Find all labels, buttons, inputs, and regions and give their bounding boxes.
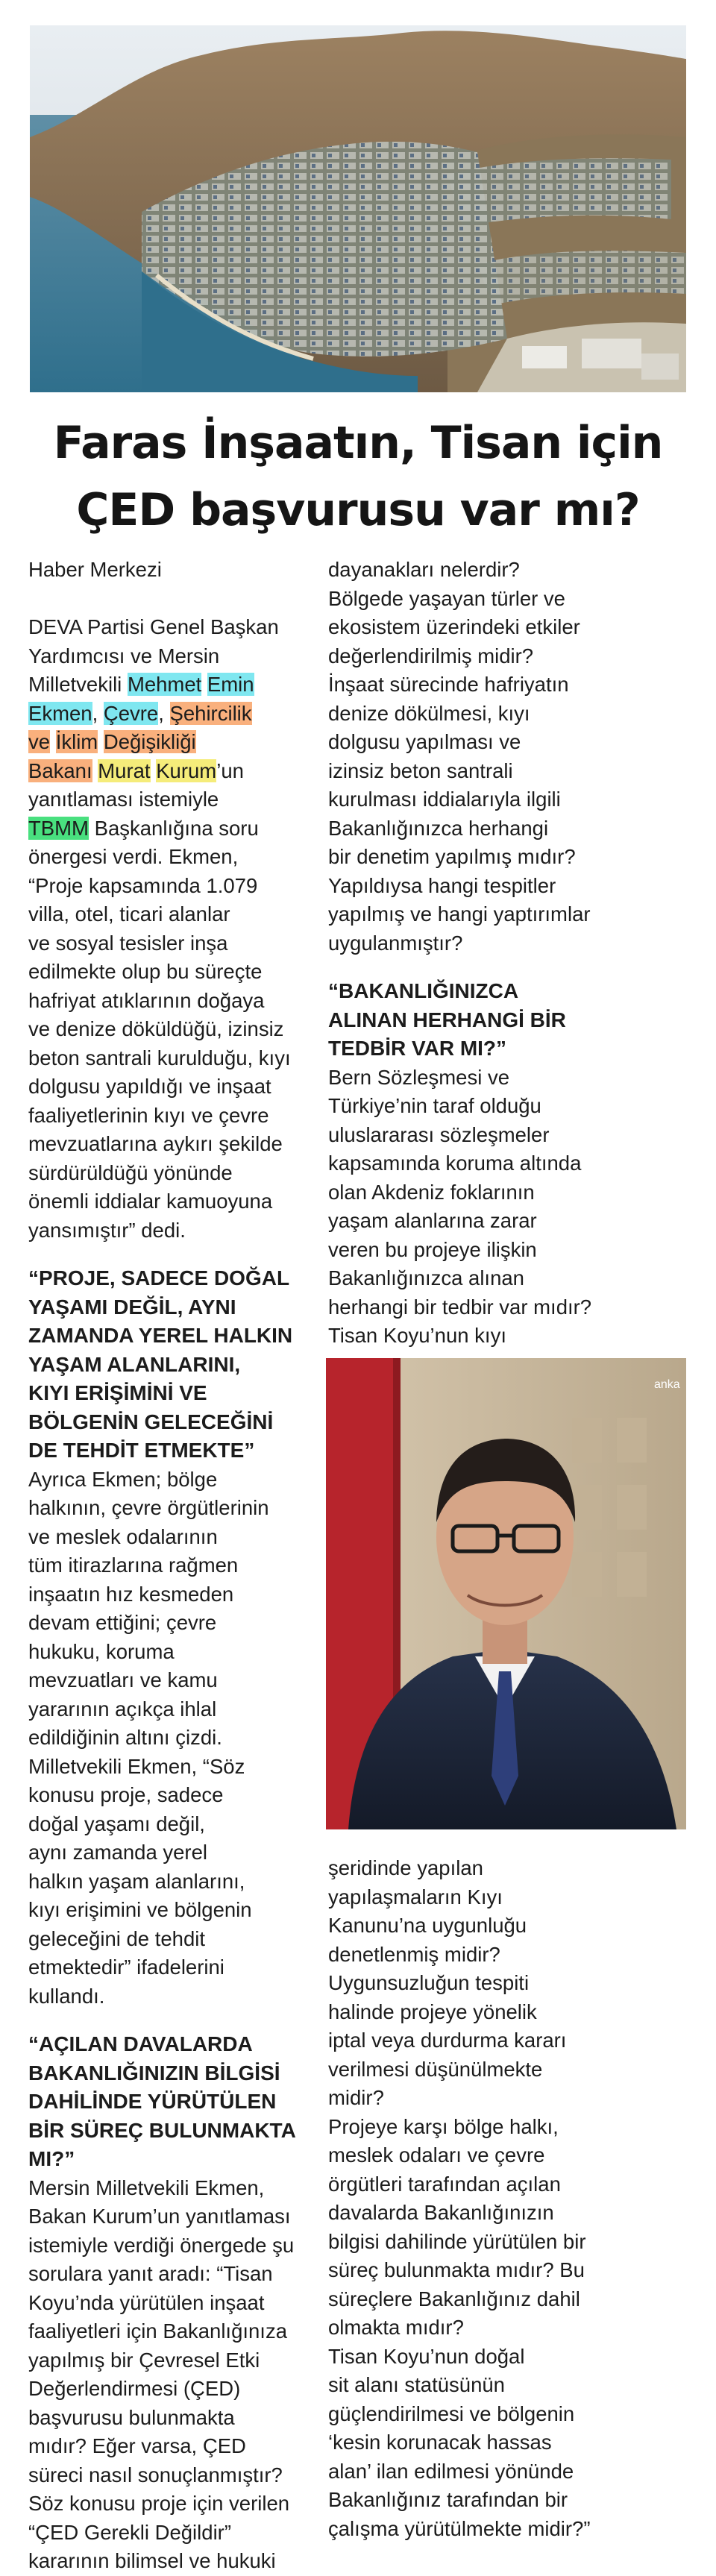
text-line: Ayrıca Ekmen; bölge [28,1467,218,1491]
text-fragment: ’un [216,758,244,782]
text-line: geleceğini de tehdit [28,1926,205,1950]
text-fragment: Milletvekili [28,673,128,696]
text-line: yaşam alanlarına zarar [328,1209,537,1232]
text-line: yansımıştır” dedi. [28,1218,186,1242]
text-fragment: , [92,701,104,725]
aerial-coast-illustration [30,25,686,392]
text-line: denize dökülmesi, kıyı [328,701,530,725]
text-fragment [98,730,104,753]
text-line: kullandı. [28,1984,105,2008]
text-line: Söz konusu proje için verilen [28,2492,290,2515]
subheading-line: DAHİLİNDE YÜRÜTÜLEN [28,2090,277,2113]
text-line: Yardımcısı ve Mersin [28,644,220,667]
highlighted-text: Ekmen [28,701,92,725]
text-line: halkın yaşam alanlarını, [28,1869,245,1893]
text-line: kararının bilimsel ve hukuki [28,2549,276,2572]
text-line: yararının açıkça ihlal [28,1697,217,1721]
text-line: tüm itirazlarına rağmen [28,1554,239,1577]
paragraph-gap [328,958,591,977]
text-line: değerlendirilmiş midir? [328,644,534,667]
text-line: dolgusu yapıldığı ve inşaat [28,1075,271,1098]
text-line: veren bu projeye ilişkin [328,1237,537,1261]
text-line: örgütleri tarafından açılan [328,2172,561,2196]
highlighted-text: ve [28,730,51,753]
subheading-line: “BAKANLIĞINIZCA [328,979,519,1002]
text-line: Bakan Kurum’un yanıtlaması [28,2205,291,2228]
text-line: davalarda Bakanlığınızın [328,2201,554,2224]
text-line: Değerlendirmesi (ÇED) [28,2377,241,2400]
text-line: sürdürüldüğü yönünde [28,1160,233,1184]
text-line: olmakta mıdır? [328,2316,464,2339]
subheading-line: ALINAN HERHANGİ BİR [328,1008,566,1031]
photo-credit: anka [654,1378,680,1391]
text-line: izinsiz beton santrali [328,758,513,782]
text-line: uluslararası sözleşmeler [328,1122,550,1146]
paragraph-gap [28,2011,296,2030]
text-line: iptal veya durdurma kararı [328,2029,567,2052]
highlighted-text: Kurum [156,758,217,782]
text-line: mevzuatlarına aykırı şekilde [28,1132,283,1155]
text-line: Bakanlığınızca alınan [328,1266,524,1289]
subheading-line: KIYI ERİŞİMİNİ VE [28,1381,207,1404]
text-line: Bern Sözleşmesi ve [328,1065,510,1089]
subheading-line: BÖLGENİN GELECEĞİNİ [28,1410,274,1433]
text-line: faaliyetleri için Bakanlığınıza [28,2319,287,2343]
text-line: yapılmış ve hangi yaptırımlar [328,902,591,926]
subheading-line: BAKANLIĞINIZIN BİLGİSİ [28,2061,280,2085]
highlighted-text: Bakanı [28,758,92,782]
text-line [28,814,296,844]
subheading-line: YAŞAMI DEĞİL, AYNI [28,1295,236,1319]
text-line: meslek odaları ve çevre [328,2143,545,2167]
text-line: doğal yaşamı değil, [28,1812,205,1835]
text-line: etmektedir” ifadelerini [28,1955,224,1979]
hero-image [30,25,686,392]
text-line: süreç bulunmakta mıdır? Bu [328,2258,585,2281]
text-line: hafriyat atıklarının doğaya [28,988,265,1012]
highlighted-text: Şehircilik [169,701,252,725]
text-line: Uygunsuzluğun tespiti [328,1971,530,1994]
text-line: ekosistem üzerindeki etkiler [328,615,580,638]
text-line: şeridinde yapılan [328,1856,483,1879]
text-line: edilmekte olup bu süreçte [28,960,263,983]
text-line: süreçlere Bakanlığınız dahil [328,2287,580,2310]
text-line: önergesi verdi. Ekmen, [28,845,239,868]
highlighted-text: TBMM [28,816,89,840]
highlighted-text: İklim [55,730,98,753]
text-line: villa, otel, ticari alanlar [28,902,230,926]
text-line: sorulara yanıt aradı: “Tisan [28,2262,273,2285]
text-line: aynı zamanda yerel [28,1841,207,1864]
text-line: Tisan Koyu’nun doğal [328,2344,525,2368]
text-line [28,670,296,700]
text-line: Yapıldıysa hangi tespitler [328,873,556,897]
text-line: süreci nasıl sonuçlanmıştır? [28,2463,283,2487]
text-line: kurulması iddialarıyla ilgili [328,788,561,811]
text-line: kapsamında koruma altında [328,1152,582,1175]
text-line: uygulanmıştır? [328,931,463,955]
portrait-illustration [326,1358,686,1829]
text-line: Bölgede yaşayan türler ve [328,586,565,610]
text-line: önemli iddialar kamuoyuna [28,1190,273,1213]
highlighted-text: Çevre [103,701,159,725]
text-line: İnşaat sürecinde hafriyatın [328,673,569,696]
text-line: herhangi bir tedbir var mıdır? [328,1295,592,1319]
text-line: yanıtlaması istemiyle [28,788,219,811]
text-line: inşaatın hız kesmeden [28,1582,234,1606]
text-line: Mersin Milletvekili Ekmen, [28,2176,265,2199]
text-line: dolgusu yapılması ve [328,730,521,753]
subheading-line: BİR SÜREÇ BULUNMAKTA [28,2118,296,2142]
subheading-line: MI?” [28,2147,75,2170]
text-line: Milletvekili Ekmen, “Söz [28,1754,245,1778]
text-line: yapılaşmaların Kıyı [328,1885,503,1909]
highlighted-text: Değişikliği [103,730,196,753]
text-line: midir? [328,2086,384,2109]
text-line: bilgisi dahilinde yürütülen bir [328,2229,586,2253]
text-line: sit alanı statüsünün [328,2373,505,2396]
text-line: çalışma yürütülmekte midir?” [328,2516,591,2540]
text-fragment [50,730,56,753]
left-column [28,556,296,2576]
text-line: mıdır? Eğer varsa, ÇED [28,2434,246,2457]
text-line: Koyu’nda yürütülen inşaat [28,2290,265,2314]
text-line: edildiğinin altını çizdi. [28,1726,222,1749]
text-line: DEVA Partisi Genel Başkan [28,615,279,638]
paragraph-gap [28,585,296,614]
text-line: ve denize döküldüğü, izinsiz [28,1017,284,1040]
text-line: devam ettiğini; çevre [28,1611,217,1634]
text-line: ‘kesin korunacak hassas [328,2431,552,2454]
subheading-line: DE TEHDİT ETMEKTE” [28,1439,255,1462]
text-line [28,700,296,729]
highlighted-text: Murat [98,758,151,782]
subheading-line: “AÇILAN DAVALARDA [28,2032,253,2055]
text-line: denetlenmiş midir? [328,1942,500,1966]
text-line: yapılmış bir Çevresel Etki [28,2348,260,2372]
portrait-photo [326,1358,686,1829]
text-line: ve sosyal tesisler inşa [28,931,228,955]
paragraph-gap [28,1245,296,1264]
text-line: konusu proje, sadece [28,1783,224,1806]
highlighted-text: Mehmet [127,673,202,696]
text-line: alan’ ilan edilmesi yönünde [328,2459,574,2483]
text-line: halinde projeye yönelik [328,1999,537,2023]
headline-line-2: ÇED başvurusu var mı? [76,484,640,536]
text-line: mevzuatları ve kamu [28,1668,218,1691]
text-line: “ÇED Gerekli Değildir” [28,2520,231,2544]
text-line: Bakanlığınız tarafından bir [328,2488,568,2511]
text-line: “Proje kapsamında 1.079 [28,873,258,897]
text-line: güçlendirilmesi ve bölgenin [328,2401,575,2425]
text-line: Bakanlığınızca herhangi [328,816,549,840]
subheading-line: TEDBİR VAR MI?” [328,1037,507,1060]
text-line: ve meslek odalarının [28,1524,218,1548]
text-line: Projeye karşı bölge halkı, [328,2114,559,2138]
text-line: kıyı erişimini ve bölgenin [28,1898,252,1921]
text-line: Haber Merkezi [28,558,162,581]
text-line [28,757,296,786]
text-line: hukuku, koruma [28,1639,175,1663]
subheading-line: YAŞAM ALANLARINI, [28,1352,241,1376]
text-line: beton santrali kurulduğu, kıyı [28,1046,291,1069]
text-line: istemiyle verdiği önergede şu [28,2233,295,2257]
text-line: faaliyetlerinin kıyı ve çevre [28,1103,269,1127]
text-line: Kanunu’na uygunluğu [328,1914,527,1937]
text-line: başvurusu bulunmakta [28,2405,235,2429]
text-line: olan Akdeniz foklarının [328,1180,535,1204]
right-column-top [328,556,591,1351]
text-line: bir denetim yapılmış mıdır? [328,845,576,868]
text-line: Türkiye’nin taraf olduğu [328,1094,541,1117]
text-line [28,728,296,757]
headline-line-1: Faras İnşaatın, Tisan için [53,417,663,469]
text-line: verilmesi düşünülmekte [328,2057,543,2081]
text-line: halkının, çevre örgütlerinin [28,1496,269,1519]
subheading-line: “PROJE, SADECE DOĞAL [28,1266,290,1289]
highlighted-text: Emin [207,673,254,696]
right-column-bottom [328,1854,590,2543]
text-fragment [201,673,207,696]
text-fragment: , [158,701,170,725]
subheading-line: ZAMANDA YEREL HALKIN [28,1324,293,1347]
text-line: Tisan Koyu’nun kıyı [328,1324,506,1347]
text-line: dayanakları nelerdir? [328,558,520,581]
text-fragment: Başkanlığına soru [88,816,259,840]
